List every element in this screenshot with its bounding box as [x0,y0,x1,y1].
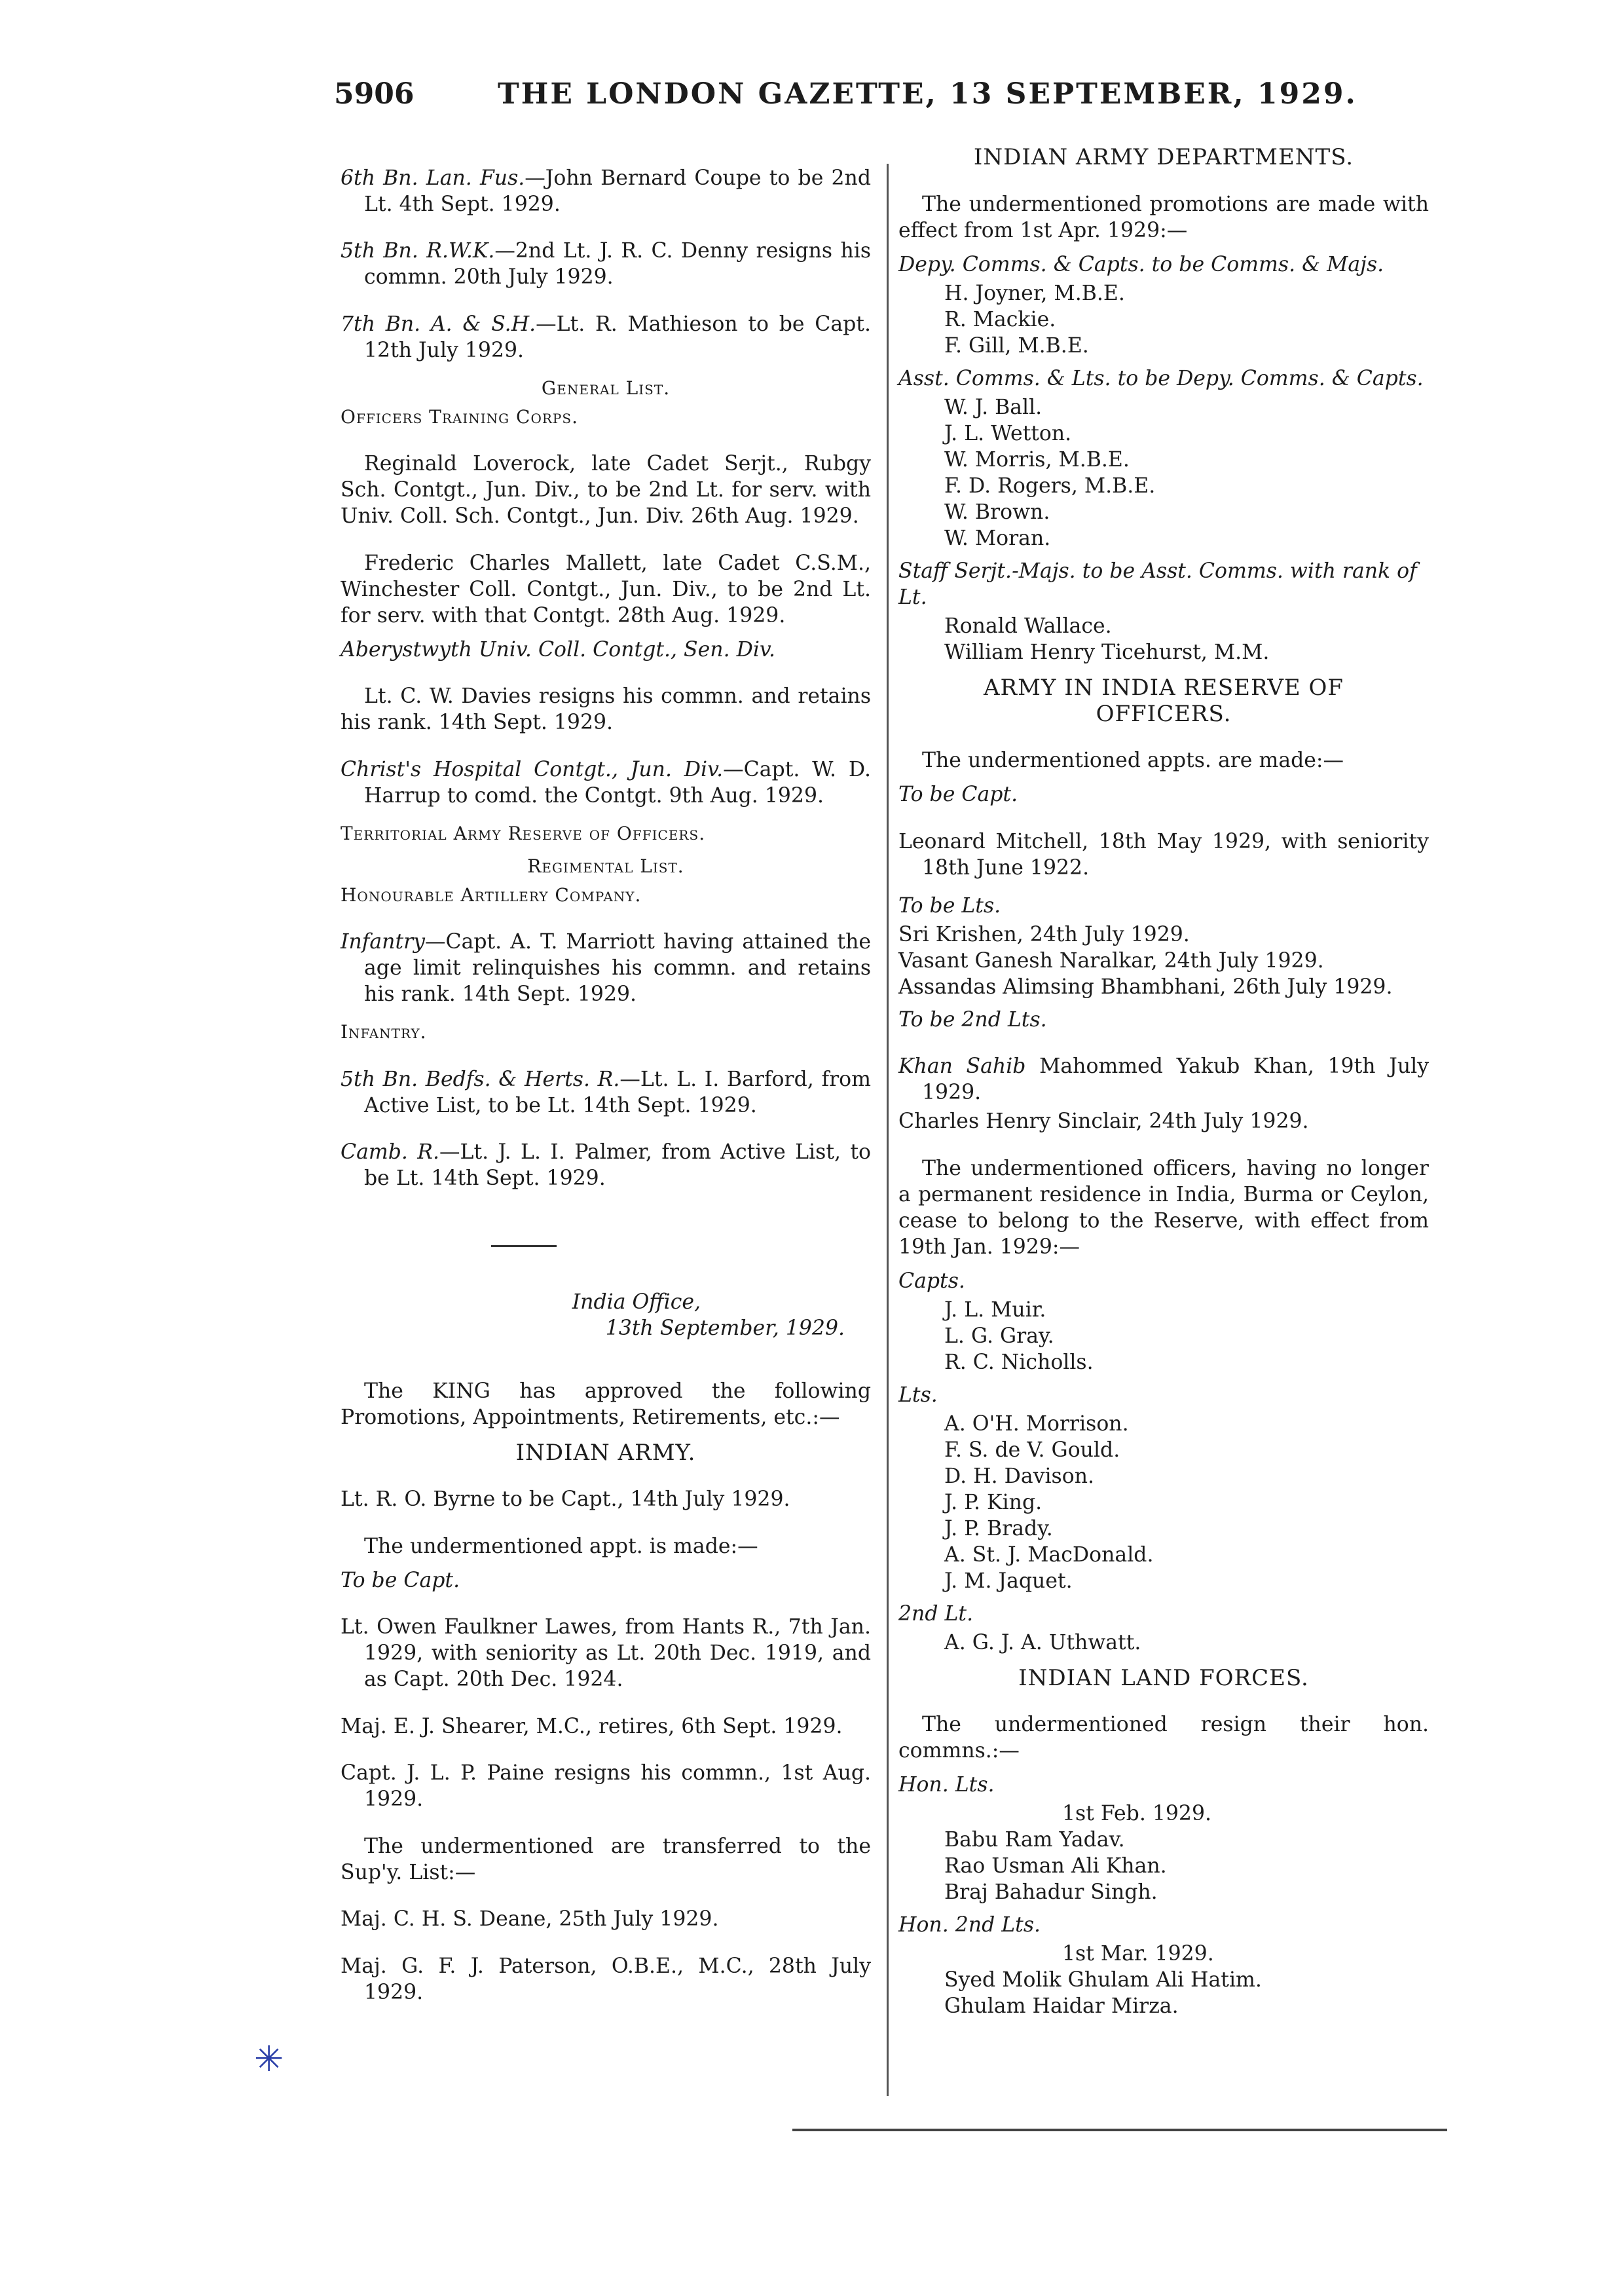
list-item: Ghulam Haidar Mirza. [944,1994,1179,2018]
list-item: F. Gill, M.B.E. [944,333,1089,358]
list-item: A. St. J. MacDonald. [944,1542,1154,1567]
section-title: INDIAN LAND FORCES. [1018,1664,1309,1691]
list-item: William Henry Ticehurst, M.M. [944,640,1270,664]
section-heading: Territorial Army Reserve of Officers. [341,822,706,844]
list-item: W. Morris, M.B.E. [944,447,1130,472]
dateline-place: India Office, [572,1290,701,1314]
date-line: 1st Feb. 1929. [1062,1802,1212,1825]
entry: Assandas Alimsing Bhambhani, 26th July 1929. [898,975,1393,999]
list-item: L. G. Gray. [944,1324,1054,1348]
dateline-date: 13th September, 1929. [605,1316,845,1340]
sub-heading: Depy. Comms. & Capts. to be Comms. & Majs. [898,252,1384,276]
list-item: F. S. de V. Gould. [944,1438,1120,1462]
sub-heading: To be 2nd Lts. [898,1007,1047,1032]
list-item: J. P. King. [944,1490,1043,1514]
section-title: ARMY IN INDIA RESERVE OF OFFICERS. [983,674,1344,727]
name-list [898,1411,1429,1594]
separator-rule [491,1245,557,1247]
entry: Vasant Ganesh Naralkar, 24th July 1929. [898,948,1324,973]
section-title: INDIAN ARMY. [515,1439,696,1466]
list-item: W. Brown. [944,500,1050,524]
entry: 5th Bn. Bedfs. & Herts. R.—Lt. L. I. Barford, from Active List, to be Lt. 14th Sept. 1929. [341,1067,871,1117]
sub-heading: Asst. Comms. & Lts. to be Depy. Comms. & Capts. [898,366,1424,390]
name-list [898,1827,1429,1905]
entry: Capt. J. L. P. Paine resigns his commn., 1st Aug. 1929. [341,1761,871,1811]
sub-heading: Hon. 2nd Lts. [898,1913,1041,1937]
unit-heading: Aberystwyth Univ. Coll. Contgt., Sen. Div. [341,637,775,662]
entry: Maj. E. J. Shearer, M.C., retires, 6th Sept. 1929. [341,1714,843,1738]
name-list [898,1297,1429,1375]
entry: Lt. Owen Faulkner Lawes, from Hants R., 7th Jan. 1929, with seniority as Lt. 20th Dec. 1919, and as Capt. 20th Dec. 1924. [341,1615,871,1691]
list-item: Ronald Wallace. [944,614,1112,638]
bottom-rule [792,2129,1447,2131]
list-item: W. J. Ball. [944,395,1043,419]
sub-heading: To be Capt. [898,783,1018,806]
list-item: F. D. Rogers, M.B.E. [944,474,1156,498]
entry: The undermentioned promotions are made with effect from 1st Apr. 1929:— [898,192,1429,242]
list-item: J. L. Muir. [944,1297,1046,1322]
list-item: Babu Ram Yadav. [944,1828,1125,1852]
sub-heading: Hon. Lts. [898,1773,995,1797]
list-item: A. O'H. Morrison. [944,1411,1129,1436]
list-item: J. P. Brady. [944,1516,1053,1540]
publication-title: THE LONDON GAZETTE, 13 SEPTEMBER, 1929. [498,77,1357,111]
announcement: The KING has approved the following Promotions, Appointments, Retirements, etc.:— [341,1379,871,1429]
left-column [341,144,871,2017]
entry: Lt. C. W. Davies resigns his commn. and retains his rank. 14th Sept. 1929. [341,684,871,734]
page-number: 5906 [334,77,415,111]
list-item: Rao Usman Ali Khan. [944,1854,1167,1878]
list-item: J. L. Wetton. [944,421,1072,445]
sub-heading: To be Lts. [898,893,1001,918]
entry: Frederic Charles Mallett, late Cadet C.S.M., Winchester Coll. Contgt., Jun. Div., to be 2nd Lt. for serv. with that Contgt. 28th Aug. 1929. [341,551,871,627]
entry: The undermentioned are transferred to the Sup'y. List:— [341,1834,871,1884]
list-item: H. Joyner, M.B.E. [944,281,1125,305]
entry: Sri Krishen, 24th July 1929. [898,922,1190,946]
entry: Lt. R. O. Byrne to be Capt., 14th July 1929. [341,1487,790,1511]
entry: Charles Henry Sinclair, 24th July 1929. [898,1110,1309,1133]
entry: Camb. R.—Lt. J. L. I. Palmer, from Active List, to be Lt. 14th Sept. 1929. [341,1140,871,1190]
name-list [898,1967,1429,2019]
right-column [898,144,1429,2019]
entry: 5th Bn. R.W.K.—2nd Lt. J. R. C. Denny resigns his commn. 20th July 1929. [341,239,871,289]
name-list [898,394,1429,551]
section-heading: Honourable Artillery Company. [341,884,642,906]
entry: Infantry—Capt. A. T. Marriott having attained the age limit relinquishes his commn. and retains his rank. 14th Sept. 1929. [341,930,871,1006]
section-heading: Regimental List. [527,855,684,877]
sub-heading: Staff Serjt.-Majs. to be Asst. Comms. with rank of Lt. [898,559,1417,609]
section-heading: Infantry. [341,1021,427,1043]
entry: The undermentioned resign their hon. commns.:— [898,1713,1429,1763]
entry: Maj. C. H. S. Deane, 25th July 1929. [341,1907,719,1931]
name-list [898,1630,1429,1656]
entry: Christ's Hospital Contgt., Jun. Div.—Capt. W. D. Harrup to comd. the Contgt. 9th Aug. 1929. [341,757,871,808]
entry: Khan Sahib Mahommed Yakub Khan, 19th July 1929. [898,1054,1429,1104]
entry: Reginald Loverock, late Cadet Serjt., Rubgy Sch. Contgt., Jun. Div., to be 2nd Lt. for serv. with Univ. Coll. Sch. Contgt., Jun. Div. 26th Aug. 1929. [341,452,871,528]
sub-heading: To be Capt. [341,1568,460,1592]
section-heading: General List. [541,377,671,399]
name-list [898,613,1429,665]
entry: The undermentioned officers, having no longer a permanent residence in India, Burma or Ceylon, cease to belong to the Reserve, with effect from 19th Jan. 1929:— [898,1156,1429,1259]
entry: The undermentioned appts. are made:— [922,749,1344,772]
list-item: R. Mackie. [944,307,1056,331]
sub-heading: Capts. [898,1269,965,1293]
list-item: Braj Bahadur Singh. [944,1880,1158,1904]
sub-heading: Lts. [898,1383,938,1407]
date-line: 1st Mar. 1929. [1062,1942,1214,1966]
entry: 6th Bn. Lan. Fus.—John Bernard Coupe to be 2nd Lt. 4th Sept. 1929. [341,166,871,216]
name-list [898,280,1429,359]
list-item: Syed Molik Ghulam Ali Hatim. [944,1968,1262,1992]
column-divider [887,164,889,2096]
section-heading: Officers Training Corps. [341,405,578,428]
entry: The undermentioned appt. is made:— [364,1534,758,1558]
entry: Maj. G. F. J. Paterson, O.B.E., M.C., 28th July 1929. [341,1954,871,2004]
page-header [334,77,1357,130]
list-item: W. Moran. [944,526,1051,550]
section-title: INDIAN ARMY DEPARTMENTS. [973,144,1354,170]
sub-heading: 2nd Lt. [898,1601,974,1626]
entry: Leonard Mitchell, 18th May 1929, with seniority 18th June 1922. [898,829,1429,880]
list-item: A. G. J. A. Uthwatt. [944,1630,1141,1654]
entry: 7th Bn. A. & S.H.—Lt. R. Mathieson to be Capt. 12th July 1929. [341,312,871,362]
list-item: D. H. Davison. [944,1464,1094,1488]
asterisk-mark-icon: ✳ [254,2038,284,2080]
list-item: J. M. Jaquet. [944,1569,1073,1593]
list-item: R. C. Nicholls. [944,1350,1094,1374]
